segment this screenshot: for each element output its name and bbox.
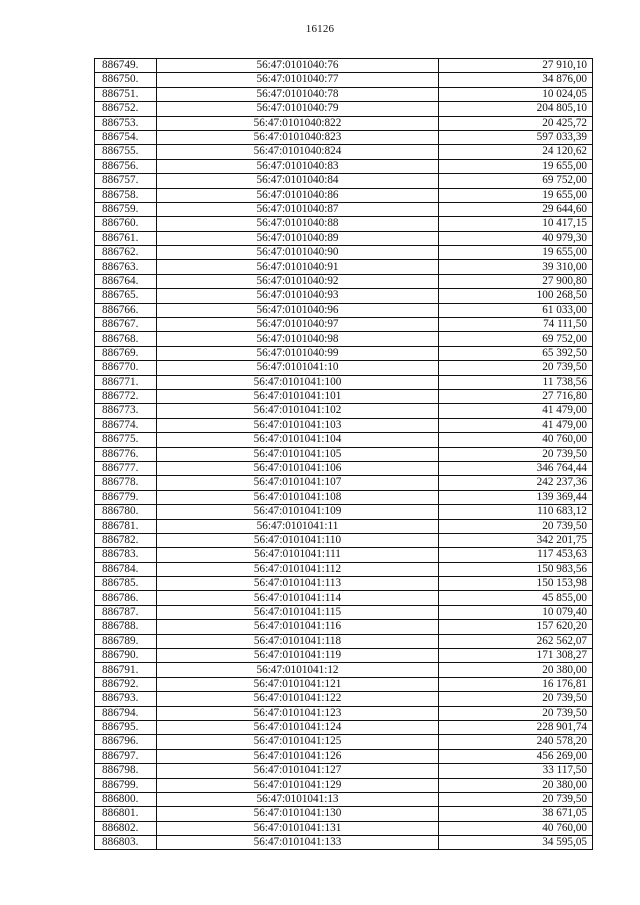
cadastral-value-cell: 20 739,50: [439, 706, 593, 720]
cadastral-value-cell: 20 380,00: [439, 778, 593, 792]
row-number-cell: 886778.: [95, 476, 157, 490]
table-row: [95, 605, 593, 619]
table-row: [95, 720, 593, 734]
cadastral-number-cell: 56:47:0101040:89: [157, 231, 439, 245]
cadastral-number-cell: 56:47:0101040:79: [157, 102, 439, 116]
cadastral-value-cell: 242 237,36: [439, 476, 593, 490]
cadastral-number-cell: 56:47:0101041:103: [157, 418, 439, 432]
table-row: [95, 174, 593, 188]
row-number-cell: 886752.: [95, 102, 157, 116]
cadastral-number-cell: 56:47:0101041:109: [157, 505, 439, 519]
row-number-cell: 886767.: [95, 318, 157, 332]
cadastral-value-cell: 69 752,00: [439, 174, 593, 188]
row-number-cell: 886777.: [95, 461, 157, 475]
cadastral-number-cell: 56:47:0101040:91: [157, 260, 439, 274]
cadastral-number-cell: 56:47:0101040:88: [157, 217, 439, 231]
cadastral-number-cell: 56:47:0101041:112: [157, 562, 439, 576]
table-row: [95, 346, 593, 360]
table-row: [95, 649, 593, 663]
row-number-cell: 886794.: [95, 706, 157, 720]
cadastral-value-cell: 342 201,75: [439, 533, 593, 547]
row-number-cell: 886776.: [95, 447, 157, 461]
row-number-cell: 886749.: [95, 59, 157, 73]
cadastral-number-cell: 56:47:0101040:86: [157, 188, 439, 202]
table-row: [95, 677, 593, 691]
table-row: [95, 562, 593, 576]
table-row: [95, 778, 593, 792]
cadastral-value-cell: 10 079,40: [439, 605, 593, 619]
row-number-cell: 886754.: [95, 130, 157, 144]
table-row: [95, 130, 593, 144]
table-row: [95, 836, 593, 850]
row-number-cell: 886753.: [95, 116, 157, 130]
row-number-cell: 886768.: [95, 332, 157, 346]
cadastral-value-cell: 20 739,50: [439, 692, 593, 706]
table-row: [95, 116, 593, 130]
cadastral-number-cell: 56:47:0101040:822: [157, 116, 439, 130]
cadastral-number-cell: 56:47:0101041:125: [157, 735, 439, 749]
row-number-cell: 886799.: [95, 778, 157, 792]
cadastral-value-cell: 204 805,10: [439, 102, 593, 116]
table-row: [95, 361, 593, 375]
table-row: [95, 548, 593, 562]
cadastral-value-cell: 40 760,00: [439, 433, 593, 447]
cadastral-value-cell: 65 392,50: [439, 346, 593, 360]
page-number: 16126: [305, 23, 335, 35]
cadastral-number-cell: 56:47:0101040:98: [157, 332, 439, 346]
table-row: [95, 274, 593, 288]
cadastral-value-cell: 346 764,44: [439, 461, 593, 475]
cadastral-value-cell: 20 739,50: [439, 792, 593, 806]
cadastral-number-cell: 56:47:0101041:123: [157, 706, 439, 720]
table-row: [95, 663, 593, 677]
cadastral-value-cell: 10 417,15: [439, 217, 593, 231]
cadastral-number-cell: 56:47:0101040:87: [157, 202, 439, 216]
row-number-cell: 886787.: [95, 605, 157, 619]
table-row: [95, 634, 593, 648]
table-row: [95, 289, 593, 303]
row-number-cell: 886789.: [95, 634, 157, 648]
cadastral-value-cell: 150 983,56: [439, 562, 593, 576]
table-row: [95, 447, 593, 461]
table-row: [95, 231, 593, 245]
cadastral-number-cell: 56:47:0101041:111: [157, 548, 439, 562]
cadastral-number-cell: 56:47:0101041:119: [157, 649, 439, 663]
cadastral-value-cell: 34 595,05: [439, 836, 593, 850]
table-row: [95, 735, 593, 749]
row-number-cell: 886795.: [95, 720, 157, 734]
table-row: [95, 188, 593, 202]
cadastral-number-cell: 56:47:0101041:12: [157, 663, 439, 677]
row-number-cell: 886775.: [95, 433, 157, 447]
cadastral-value-cell: 171 308,27: [439, 649, 593, 663]
cadastral-number-cell: 56:47:0101041:107: [157, 476, 439, 490]
cadastral-number-cell: 56:47:0101040:90: [157, 246, 439, 260]
row-number-cell: 886781.: [95, 519, 157, 533]
row-number-cell: 886766.: [95, 303, 157, 317]
cadastral-value-cell: 69 752,00: [439, 332, 593, 346]
table-row: [95, 318, 593, 332]
cadastral-number-cell: 56:47:0101041:110: [157, 533, 439, 547]
cadastral-value-cell: 139 369,44: [439, 490, 593, 504]
table-row: [95, 792, 593, 806]
cadastral-number-cell: 56:47:0101040:824: [157, 145, 439, 159]
table-row: [95, 332, 593, 346]
row-number-cell: 886751.: [95, 87, 157, 101]
cadastral-number-cell: 56:47:0101041:124: [157, 720, 439, 734]
table-row: [95, 87, 593, 101]
cadastral-number-cell: 56:47:0101040:97: [157, 318, 439, 332]
cadastral-value-cell: 20 425,72: [439, 116, 593, 130]
cadastral-value-cell: 74 111,50: [439, 318, 593, 332]
table-row: [95, 404, 593, 418]
cadastral-number-cell: 56:47:0101040:84: [157, 174, 439, 188]
cadastral-number-cell: 56:47:0101041:101: [157, 389, 439, 403]
cadastral-number-cell: 56:47:0101041:108: [157, 490, 439, 504]
cadastral-number-cell: 56:47:0101040:823: [157, 130, 439, 144]
cadastral-value-cell: 100 268,50: [439, 289, 593, 303]
row-number-cell: 886788.: [95, 620, 157, 634]
table-row: [95, 202, 593, 216]
table-row: [95, 807, 593, 821]
cadastral-number-cell: 56:47:0101041:131: [157, 821, 439, 835]
table-row: [95, 533, 593, 547]
cadastral-number-cell: 56:47:0101041:106: [157, 461, 439, 475]
row-number-cell: 886773.: [95, 404, 157, 418]
table-row: [95, 490, 593, 504]
cadastral-value-cell: 10 024,05: [439, 87, 593, 101]
row-number-cell: 886757.: [95, 174, 157, 188]
cadastral-value-cell: 11 738,56: [439, 375, 593, 389]
row-number-cell: 886783.: [95, 548, 157, 562]
cadastral-number-cell: 56:47:0101041:126: [157, 749, 439, 763]
row-number-cell: 886769.: [95, 346, 157, 360]
cadastral-number-cell: 56:47:0101041:115: [157, 605, 439, 619]
row-number-cell: 886758.: [95, 188, 157, 202]
cadastral-value-cell: 40 760,00: [439, 821, 593, 835]
table-row: [95, 749, 593, 763]
row-number-cell: 886763.: [95, 260, 157, 274]
cadastral-value-cell: 33 117,50: [439, 764, 593, 778]
cadastral-value-cell: 38 671,05: [439, 807, 593, 821]
row-number-cell: 886759.: [95, 202, 157, 216]
cadastral-number-cell: 56:47:0101041:129: [157, 778, 439, 792]
cadastral-value-cell: 29 644,60: [439, 202, 593, 216]
table-row: [95, 620, 593, 634]
table-row: [95, 764, 593, 778]
row-number-cell: 886761.: [95, 231, 157, 245]
row-number-cell: 886785.: [95, 577, 157, 591]
cadastral-number-cell: 56:47:0101041:10: [157, 361, 439, 375]
cadastral-value-cell: 228 901,74: [439, 720, 593, 734]
table-row: [95, 433, 593, 447]
cadastral-number-cell: 56:47:0101040:99: [157, 346, 439, 360]
row-number-cell: 886765.: [95, 289, 157, 303]
table-row: [95, 73, 593, 87]
row-number-cell: 886784.: [95, 562, 157, 576]
cadastral-number-cell: 56:47:0101041:113: [157, 577, 439, 591]
cadastral-value-cell: 262 562,07: [439, 634, 593, 648]
row-number-cell: 886790.: [95, 649, 157, 663]
cadastral-value-cell: 150 153,98: [439, 577, 593, 591]
table-row: [95, 577, 593, 591]
row-number-cell: 886798.: [95, 764, 157, 778]
cadastral-number-cell: 56:47:0101041:102: [157, 404, 439, 418]
table-row: [95, 692, 593, 706]
cadastral-value-cell: 20 739,50: [439, 447, 593, 461]
registry-table: [94, 58, 593, 850]
row-number-cell: 886755.: [95, 145, 157, 159]
cadastral-number-cell: 56:47:0101041:114: [157, 591, 439, 605]
cadastral-number-cell: 56:47:0101041:116: [157, 620, 439, 634]
table-row: [95, 461, 593, 475]
cadastral-value-cell: 20 380,00: [439, 663, 593, 677]
table-row: [95, 591, 593, 605]
cadastral-value-cell: 40 979,30: [439, 231, 593, 245]
row-number-cell: 886802.: [95, 821, 157, 835]
table-row: [95, 821, 593, 835]
cadastral-number-cell: 56:47:0101041:104: [157, 433, 439, 447]
cadastral-value-cell: 41 479,00: [439, 404, 593, 418]
cadastral-number-cell: 56:47:0101040:76: [157, 59, 439, 73]
row-number-cell: 886786.: [95, 591, 157, 605]
cadastral-value-cell: 39 310,00: [439, 260, 593, 274]
cadastral-value-cell: 27 716,80: [439, 389, 593, 403]
cadastral-value-cell: 16 176,81: [439, 677, 593, 691]
table-row: [95, 476, 593, 490]
cadastral-value-cell: 117 453,63: [439, 548, 593, 562]
row-number-cell: 886803.: [95, 836, 157, 850]
cadastral-value-cell: 19 655,00: [439, 159, 593, 173]
table-row: [95, 246, 593, 260]
row-number-cell: 886797.: [95, 749, 157, 763]
row-number-cell: 886779.: [95, 490, 157, 504]
cadastral-number-cell: 56:47:0101041:127: [157, 764, 439, 778]
cadastral-number-cell: 56:47:0101041:105: [157, 447, 439, 461]
cadastral-number-cell: 56:47:0101041:11: [157, 519, 439, 533]
cadastral-number-cell: 56:47:0101041:122: [157, 692, 439, 706]
cadastral-value-cell: 456 269,00: [439, 749, 593, 763]
cadastral-number-cell: 56:47:0101041:133: [157, 836, 439, 850]
row-number-cell: 886771.: [95, 375, 157, 389]
row-number-cell: 886796.: [95, 735, 157, 749]
row-number-cell: 886800.: [95, 792, 157, 806]
cadastral-value-cell: 110 683,12: [439, 505, 593, 519]
table-row: [95, 505, 593, 519]
row-number-cell: 886801.: [95, 807, 157, 821]
table-row: [95, 375, 593, 389]
cadastral-number-cell: 56:47:0101041:100: [157, 375, 439, 389]
table-row: [95, 519, 593, 533]
table-row: [95, 217, 593, 231]
cadastral-value-cell: 19 655,00: [439, 246, 593, 260]
row-number-cell: 886756.: [95, 159, 157, 173]
cadastral-value-cell: 597 033,39: [439, 130, 593, 144]
cadastral-number-cell: 56:47:0101040:92: [157, 274, 439, 288]
table-row: [95, 303, 593, 317]
cadastral-value-cell: 61 033,00: [439, 303, 593, 317]
table-row: [95, 418, 593, 432]
row-number-cell: 886791.: [95, 663, 157, 677]
cadastral-number-cell: 56:47:0101041:130: [157, 807, 439, 821]
row-number-cell: 886792.: [95, 677, 157, 691]
row-number-cell: 886780.: [95, 505, 157, 519]
cadastral-value-cell: 24 120,62: [439, 145, 593, 159]
row-number-cell: 886764.: [95, 274, 157, 288]
table-row: [95, 102, 593, 116]
cadastral-number-cell: 56:47:0101040:77: [157, 73, 439, 87]
row-number-cell: 886770.: [95, 361, 157, 375]
cadastral-value-cell: 20 739,50: [439, 361, 593, 375]
table-row: [95, 59, 593, 73]
cadastral-number-cell: 56:47:0101041:13: [157, 792, 439, 806]
cadastral-value-cell: 41 479,00: [439, 418, 593, 432]
table-row: [95, 260, 593, 274]
cadastral-number-cell: 56:47:0101040:93: [157, 289, 439, 303]
cadastral-number-cell: 56:47:0101040:78: [157, 87, 439, 101]
table-body: [95, 59, 593, 850]
row-number-cell: 886772.: [95, 389, 157, 403]
table-row: [95, 145, 593, 159]
row-number-cell: 886762.: [95, 246, 157, 260]
cadastral-value-cell: 27 900,80: [439, 274, 593, 288]
cadastral-number-cell: 56:47:0101040:83: [157, 159, 439, 173]
row-number-cell: 886750.: [95, 73, 157, 87]
table-row: [95, 389, 593, 403]
cadastral-value-cell: 34 876,00: [439, 73, 593, 87]
row-number-cell: 886760.: [95, 217, 157, 231]
cadastral-value-cell: 19 655,00: [439, 188, 593, 202]
row-number-cell: 886782.: [95, 533, 157, 547]
table-row: [95, 159, 593, 173]
row-number-cell: 886774.: [95, 418, 157, 432]
cadastral-value-cell: 20 739,50: [439, 519, 593, 533]
cadastral-number-cell: 56:47:0101041:121: [157, 677, 439, 691]
cadastral-value-cell: 27 910,10: [439, 59, 593, 73]
cadastral-value-cell: 157 620,20: [439, 620, 593, 634]
cadastral-number-cell: 56:47:0101040:96: [157, 303, 439, 317]
cadastral-number-cell: 56:47:0101041:118: [157, 634, 439, 648]
cadastral-value-cell: 240 578,20: [439, 735, 593, 749]
cadastral-value-cell: 45 855,00: [439, 591, 593, 605]
table-row: [95, 706, 593, 720]
row-number-cell: 886793.: [95, 692, 157, 706]
